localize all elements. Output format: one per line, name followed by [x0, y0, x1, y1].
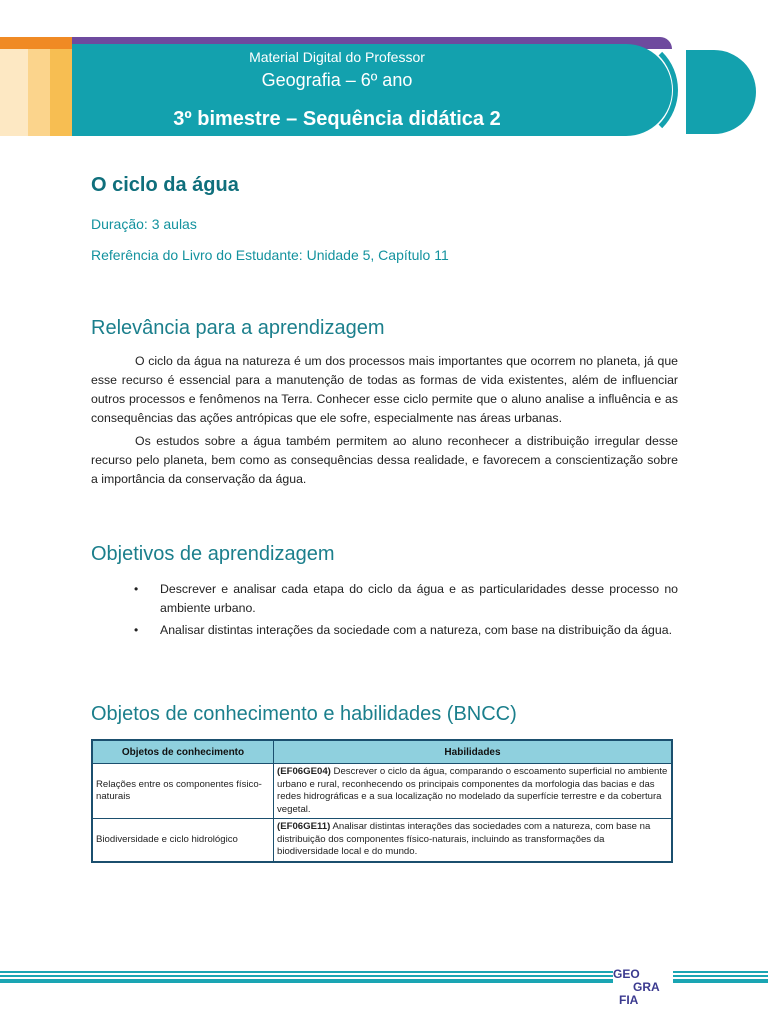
skill-code: (EF06GE04) [277, 766, 331, 777]
table-row [92, 764, 672, 819]
bullet-icon: • [134, 623, 139, 637]
objective-text: Descrever e analisar cada etapa do ciclo da água e as particularidades desse processo no ambiente urbano. [160, 582, 678, 615]
reference-text: Referência do Livro do Estudante: Unidade 5, Capítulo 11 [91, 247, 449, 263]
skill-cell [274, 764, 673, 819]
column-header: Habilidades [274, 740, 673, 764]
table-header-row [92, 740, 672, 764]
decor-bar [50, 49, 72, 136]
list-item [134, 621, 678, 640]
knowledge-object-cell: Biodiversidade e ciclo hidrológico [92, 819, 274, 862]
decor-bar [28, 49, 50, 136]
skill-code: (EF06GE11) [277, 821, 331, 832]
header-subtitle: Material Digital do Professor [249, 49, 425, 65]
relevance-heading: Relevância para a aprendizagem [91, 317, 385, 339]
geografia-logo: GEO GRA FIA [613, 966, 673, 1008]
relevance-paragraph: Os estudos sobre a água também permitem ao aluno reconhecer a distribuição irregular desse recurso pelo planeta, bem como as consequências dessa realidade, e favorecem a conscientização sobre a importância da conservação da água. [91, 434, 678, 486]
relevance-paragraph: O ciclo da água na natureza é um dos processos mais importantes que ocorrem no planeta, já que esse recurso é essencial para a manutenção de todas as formas de vida existentes, além de influenciar outros processos e fenômenos na Terra. Conhecer esse ciclo permite que o aluno analise a influência e as consequências das ações antrópicas que ele sofre, especialmente nas áreas urbanas. [91, 354, 678, 425]
decor-bar [0, 49, 28, 136]
header-pill [686, 50, 756, 134]
column-header: Objetos de conhecimento [92, 740, 274, 764]
bullet-icon: • [134, 582, 139, 596]
page-title: O ciclo da água [91, 174, 239, 196]
skill-text: Descrever o ciclo da água, comparando o escoamento superficial no ambiente urbano e rural, reconhecendo os principais componentes da morfologia das bacias e das redes hidrográficas e a sua localização no modelado da superfície terrestre e da cobertura vegetal. [277, 766, 668, 815]
table-row [92, 819, 672, 862]
header-banner [0, 0, 768, 145]
duration-text: Duração: 3 aulas [91, 216, 197, 232]
objectives-list [134, 580, 678, 643]
list-item [134, 580, 678, 618]
bncc-table [91, 739, 673, 863]
knowledge-object-cell: Relações entre os componentes físico-naturais [92, 764, 274, 819]
orange-stripe [0, 37, 72, 49]
objective-text: Analisar distintas interações da sociedade com a natureza, com base na distribuição da água. [160, 623, 672, 637]
skill-text: Analisar distintas interações das sociedades com a natureza, com base na distribuição dos componentes físico-naturais, incluindo as transformações da biodiversidade local e do mundo. [277, 821, 651, 857]
header-subject: Geografia – 6º ano [261, 70, 413, 90]
objectives-heading: Objetivos de aprendizagem [91, 543, 335, 565]
header-arc [618, 36, 678, 144]
skill-cell [274, 819, 673, 862]
header-title: 3º bimestre – Sequência didática 2 [173, 108, 501, 130]
bncc-heading: Objetos de conhecimento e habilidades (BNCC) [91, 703, 517, 725]
